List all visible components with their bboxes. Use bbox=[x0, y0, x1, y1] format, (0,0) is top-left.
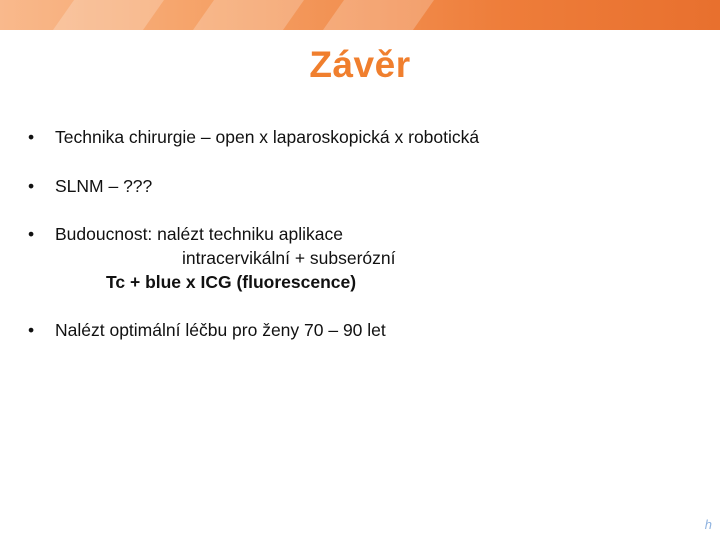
bullet-item bbox=[28, 176, 152, 197]
bullet-marker: • bbox=[28, 127, 35, 147]
bullet-continuation: Tc + blue x ICG (fluorescence) bbox=[106, 272, 357, 292]
slide-title: Závěr bbox=[309, 44, 411, 85]
bullet-marker: • bbox=[28, 320, 35, 340]
footer-logo-mark: h bbox=[704, 517, 712, 532]
banner-decoration bbox=[39, 0, 171, 30]
bullet-text: Nalézt optimální léčbu pro ženy 70 – 90 let bbox=[55, 320, 386, 340]
bullet-text: Technika chirurgie – open x laparoskopická x robotická bbox=[55, 127, 480, 147]
bullet-item bbox=[28, 320, 386, 341]
bullet-item bbox=[28, 224, 343, 245]
bullet-continuation: intracervikální + subserózní bbox=[182, 248, 396, 268]
banner-decoration bbox=[179, 0, 311, 30]
banner-decoration bbox=[309, 0, 441, 30]
bullet-item bbox=[28, 127, 479, 148]
bullet-text: Budoucnost: nalézt techniku aplikace bbox=[55, 224, 343, 244]
header-banner bbox=[0, 0, 720, 30]
bullet-marker: • bbox=[28, 176, 35, 196]
bullet-text: SLNM – ??? bbox=[55, 176, 153, 196]
bullet-marker: • bbox=[28, 224, 35, 244]
